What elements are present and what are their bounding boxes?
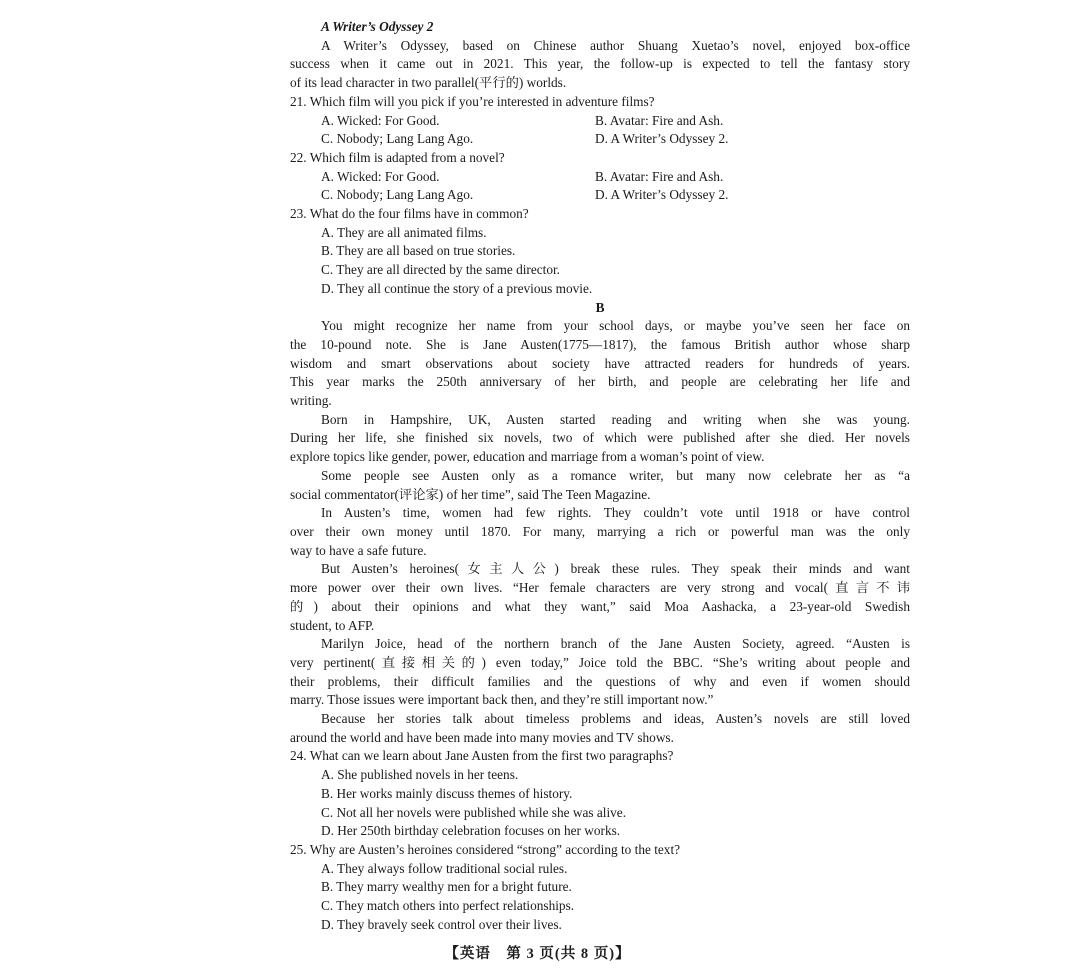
question-24-option-a[interactable]: A. She published novels in her teens. (321, 767, 519, 783)
passage-b-paragraph-5 (290, 560, 910, 635)
question-22-stem: 22. Which film is adapted from a novel? (290, 149, 505, 165)
page-content (290, 18, 910, 934)
section-b-heading: B (595, 299, 605, 315)
question-22-option-b[interactable]: B. Avatar: Fire and Ash. (595, 168, 724, 184)
question-21-option-c[interactable]: C. Nobody; Lang Lang Ago. (321, 131, 474, 147)
passage-line: Some people see Austen only as a romance writer, but many now celebrate her as “a (321, 467, 910, 483)
question-24-option-c[interactable]: C. Not all her novels were published while she was alive. (321, 804, 627, 820)
question-23-option-d[interactable]: D. They all continue the story of a previous movie. (321, 280, 593, 296)
passage-line: Born in Hampshire, UK, Austen started reading and writing when she was young. (321, 411, 910, 427)
film-title: A Writer’s Odyssey 2 (321, 19, 434, 34)
passage-line: But Austen’s heroines(女主人公) break these rules. They speak their minds and want (321, 561, 910, 577)
passage-b-paragraph-1 (290, 317, 910, 411)
passage-line: During her life, she finished six novels, two of which were published after she died. Her novels (290, 430, 910, 446)
passage-line: success when it came out in 2021. This year, the follow-up is expected to tell the fantasy story (290, 56, 910, 72)
question-25-stem: 25. Why are Austen’s heroines considered “strong” according to the text? (290, 841, 681, 857)
passage-line: the 10-pound note. She is Jane Austen(1775—1817), the famous British author whose sharp (290, 336, 910, 352)
passage-line: very pertinent(直接相关的) even today,” Joice told the BBC. “She’s writing about people and (290, 654, 910, 670)
passage-line: over their own money until 1870. For many, marrying a rich or powerful man was the only (290, 523, 910, 539)
question-24-stem: 24. What can we learn about Jane Austen from the first two paragraphs? (290, 748, 674, 764)
passage-line: Marilyn Joice, head of the northern branch of the Jane Austen Society, agreed. “Austen is (321, 636, 910, 652)
passage-line: explore topics like gender, power, education and marriage from a woman’s point of view. (290, 449, 765, 465)
question-23-option-b[interactable]: B. They are all based on true stories. (321, 243, 516, 259)
passage-line: social commentator(评论家) of her time”, said The Teen Magazine. (290, 486, 651, 502)
question-24-option-b[interactable]: B. Her works mainly discuss themes of history. (321, 785, 573, 801)
question-22-option-d[interactable]: D. A Writer’s Odyssey 2. (595, 187, 729, 203)
passage-line: You might recognize her name from your school days, or maybe you’ve seen her face on (321, 318, 910, 334)
passage-line: wisdom and smart observations about society have attracted readers for hundreds of years. (290, 355, 910, 371)
question-21-option-b[interactable]: B. Avatar: Fire and Ash. (595, 112, 724, 128)
passage-line: around the world and have been made into many movies and TV shows. (290, 729, 674, 745)
question-25-option-d[interactable]: D. They bravely seek control over their lives. (321, 916, 562, 932)
passage-line: In Austen’s time, women had few rights. They couldn’t vote until 1918 or have control (321, 505, 910, 521)
passage-line: way to have a safe future. (290, 542, 427, 558)
question-22-option-a[interactable]: A. Wicked: For Good. (321, 168, 440, 184)
passage-line: marry. Those issues were important back then, and they’re still important now.” (290, 692, 714, 708)
question-21-option-a[interactable]: A. Wicked: For Good. (321, 112, 440, 128)
passage-line: A Writer’s Odyssey, based on Chinese author Shuang Xuetao’s novel, enjoyed box-office (321, 37, 910, 53)
question-23-option-a[interactable]: A. They are all animated films. (321, 224, 487, 240)
passage-line: Because her stories talk about timeless problems and ideas, Austen’s novels are still loved (321, 711, 910, 727)
question-25-option-a[interactable]: A. They always follow traditional social rules. (321, 860, 568, 876)
passage-line: their problems, their difficult families and the questions of why and even if women should (290, 673, 910, 689)
passage-line: 的) about their opinions and what they want,” said Moa Aashacka, a 23-year-old Swedish (290, 598, 910, 614)
passage-line: of its lead character in two parallel(平行的) worlds. (290, 75, 567, 91)
passage-b-paragraph-4 (290, 504, 910, 560)
passage-line: more power over their own lives. “Her female characters are very strong and vocal(直言不讳 (290, 580, 910, 596)
passage-b-paragraph-2 (290, 411, 910, 467)
question-24-option-d[interactable]: D. Her 250th birthday celebration focuses on her works. (321, 823, 621, 839)
passage-line: student, to AFP. (290, 617, 375, 633)
question-23-stem: 23. What do the four films have in common? (290, 206, 529, 222)
question-23-option-c[interactable]: C. They are all directed by the same director. (321, 262, 561, 278)
page-footer: 【英语 第 3 页(共 8 页)】 (444, 946, 631, 962)
question-25-option-b[interactable]: B. They marry wealthy men for a bright future. (321, 879, 572, 895)
question-21-stem: 21. Which film will you pick if you’re interested in adventure films? (290, 93, 655, 109)
passage-b-paragraph-7 (290, 710, 910, 747)
passage-b-paragraph-6 (290, 635, 910, 710)
passage-line: This year marks the 250th anniversary of her birth, and people are celebrating her life and (290, 374, 910, 390)
question-25-option-c[interactable]: C. They match others into perfect relationships. (321, 898, 575, 914)
question-22-option-c[interactable]: C. Nobody; Lang Lang Ago. (321, 187, 474, 203)
question-21-option-d[interactable]: D. A Writer’s Odyssey 2. (595, 131, 729, 147)
passage-b-paragraph-3 (290, 467, 910, 504)
passage-line: writing. (290, 393, 332, 409)
